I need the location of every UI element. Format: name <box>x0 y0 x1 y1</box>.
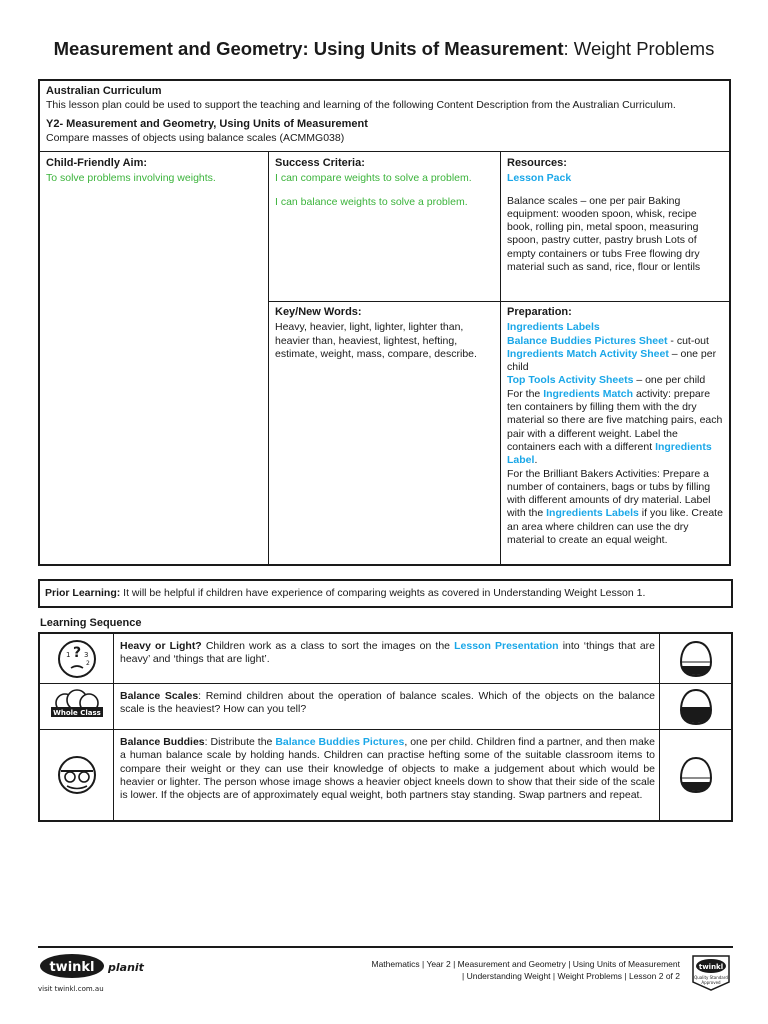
success-item: I can balance weights to solve a problem. <box>275 195 468 208</box>
svg-text:2: 2 <box>85 659 90 667</box>
prior-learning-text: It will be helpful if children have experience of comparing weights as covered in Understanding Weight Lesson 1. <box>120 587 646 599</box>
ingredients-match-sheet-link[interactable]: Ingredients Match Activity Sheet <box>507 347 669 360</box>
prior-learning-label: Prior Learning: <box>45 587 121 599</box>
curriculum-heading: Australian Curriculum <box>46 85 162 97</box>
sequence-row <box>40 634 731 684</box>
ingredients-match-link[interactable]: Ingredients Match <box>543 387 634 400</box>
svg-text:1: 1 <box>65 650 70 659</box>
balance-buddies-pictures-link[interactable]: Balance Buddies Pictures <box>275 736 405 748</box>
resources-cell <box>501 154 729 277</box>
svg-text:Whole Class: Whole Class <box>52 708 101 717</box>
keywords-cell <box>269 303 500 364</box>
pair-faces-icon <box>40 730 114 820</box>
resources-list: Balance scales – one per pair Baking equipment: wooden spoon, whisk, recipe book, rolling pin, metal spoon, measuring spoon, pastry cutter, pastry brush Lots of empty containers or tubs Free flowing dry material such as sand, rice, flour or lentils <box>507 194 701 274</box>
preparation-para-1: For the Ingredients Match activity: prepare ten containers by filling them with the dry material so there are five matching pairs, each pair with a different weight. Label the containers each with a different Ingredients Label. <box>507 387 723 467</box>
learning-sequence-title: Learning Sequence <box>40 617 142 629</box>
twinkl-planit-logo[interactable] <box>38 950 198 995</box>
svg-text:visit twinkl.com.au: visit twinkl.com.au <box>38 985 104 993</box>
success-label: Success Criteria: <box>275 157 365 169</box>
preparation-label: Preparation: <box>507 306 572 318</box>
keywords-label: Key/New Words: <box>275 306 362 318</box>
aim-label: Child-Friendly Aim: <box>46 157 148 169</box>
curriculum-intro: This lesson plan could be used to support the teaching and learning of the following Content Description from the Australian Curriculum. <box>46 99 676 111</box>
sequence-row <box>40 684 731 730</box>
page-title: Measurement and Geometry: Using Units of Measurement: Weight Problems <box>53 38 715 59</box>
curriculum-strand: Y2- Measurement and Geometry, Using Units of Measurement <box>46 118 368 130</box>
svg-text:twinkl: twinkl <box>698 963 724 971</box>
prior-learning-box <box>38 579 733 608</box>
svg-text:Approved: Approved <box>701 980 721 985</box>
ingredients-labels-link[interactable]: Ingredients Labels <box>507 321 600 334</box>
footer-breadcrumb: Mathematics | Year 2 | Measurement and Geometry | Using Units of Measurement | Understanding Weight | Weight Problems | Lesson 2 of 2 <box>371 959 680 981</box>
keywords-text: Heavy, heavier, light, lighter, lighter than, heavier than, heaviest, lightest, hefting, estimate, weight, mass, compare, describe. <box>275 321 477 360</box>
sequence-row <box>40 730 731 820</box>
sequence-row-text: Balance Scales: Remind children about the operation of balance scales. Which of the objects on the balance scale is the heaviest? How can you tell? <box>120 690 655 716</box>
preparation-para-2: For the Brilliant Bakers Activities: Prepare a number of containers, bags or tubs by filling with different amounts of dry material. Label with the Ingredients Labels if you like. Create an area where children can use the dry material to create an equal weight. <box>507 467 723 547</box>
curriculum-table <box>38 79 731 566</box>
svg-text:?: ? <box>72 644 81 661</box>
preparation-cell: Preparation: Ingredients Labels Balance Buddies Pictures Sheet - cut-out Ingredients Match Activity Sheet – one per child Top Tools Activity Sheets – one per child For the Ingredients Match activity: prepare ten containers by filling them with the dry material so there are five matching pairs, each pair with a different weight. Label the containers each with a different Ingredients Label. For the Brilliant Bakers Activities: Prepare a number of containers, bags or tubs by filling with different amounts of dry material. Label with the Ingredients Labels if you like. Create an area where children can use the dry material to create an equal weight. <box>507 306 723 547</box>
aim-cell <box>40 154 268 189</box>
balance-buddies-sheet-link[interactable]: Balance Buddies Pictures Sheet <box>507 334 668 347</box>
curriculum-description: Compare masses of objects using balance scales (ACMMG038) <box>46 132 345 144</box>
jar-low-icon <box>659 634 731 683</box>
learning-sequence-table <box>38 632 733 822</box>
quality-standard-badge <box>689 952 733 992</box>
curriculum-header <box>40 81 729 152</box>
svg-text:3: 3 <box>83 650 88 659</box>
jar-half-icon <box>659 684 731 729</box>
svg-text:twinkl: twinkl <box>49 960 95 975</box>
ingredients-label-link[interactable]: Ingredients Label <box>507 440 712 467</box>
svg-text:planit: planit <box>108 961 144 974</box>
jar-low-icon <box>659 730 731 820</box>
top-tools-sheets-link[interactable]: Top Tools Activity Sheets <box>507 374 634 387</box>
ingredients-labels-link-2[interactable]: Ingredients Labels <box>546 507 639 520</box>
success-item: I can compare weights to solve a problem. <box>275 172 472 185</box>
lesson-pack-link[interactable]: Lesson Pack <box>507 172 572 185</box>
footer-divider <box>38 946 733 948</box>
question-face-icon <box>40 634 114 683</box>
success-cell <box>269 154 500 212</box>
sequence-row-text: Heavy or Light? Children work as a class to sort the images on the Lesson Presentation into ‘things that are heavy’ and ‘things that are light’. <box>120 640 655 666</box>
resources-label: Resources: <box>507 157 567 169</box>
whole-class-icon <box>40 684 114 729</box>
lesson-presentation-link[interactable]: Lesson Presentation <box>454 640 559 652</box>
sequence-row-text: Balance Buddies: Distribute the Balance Buddies Pictures, one per child. Children find a partner, and then make a human balance scale by holding hands. Children can practise hefting some of the suitable classroom items to compare their weight or they can use their knowledge of objects to make a judgement about which would be heavier or lighter. The person whose image shows a heavier object kneels down to show that their side of the scale is lower. If the objects are of approximately equal weight, both partners stay standing. Swap partners and repeat. <box>120 736 655 802</box>
aim-text: To solve problems involving weights. <box>46 172 216 185</box>
svg-text:Quality Standard: Quality Standard <box>694 975 728 980</box>
